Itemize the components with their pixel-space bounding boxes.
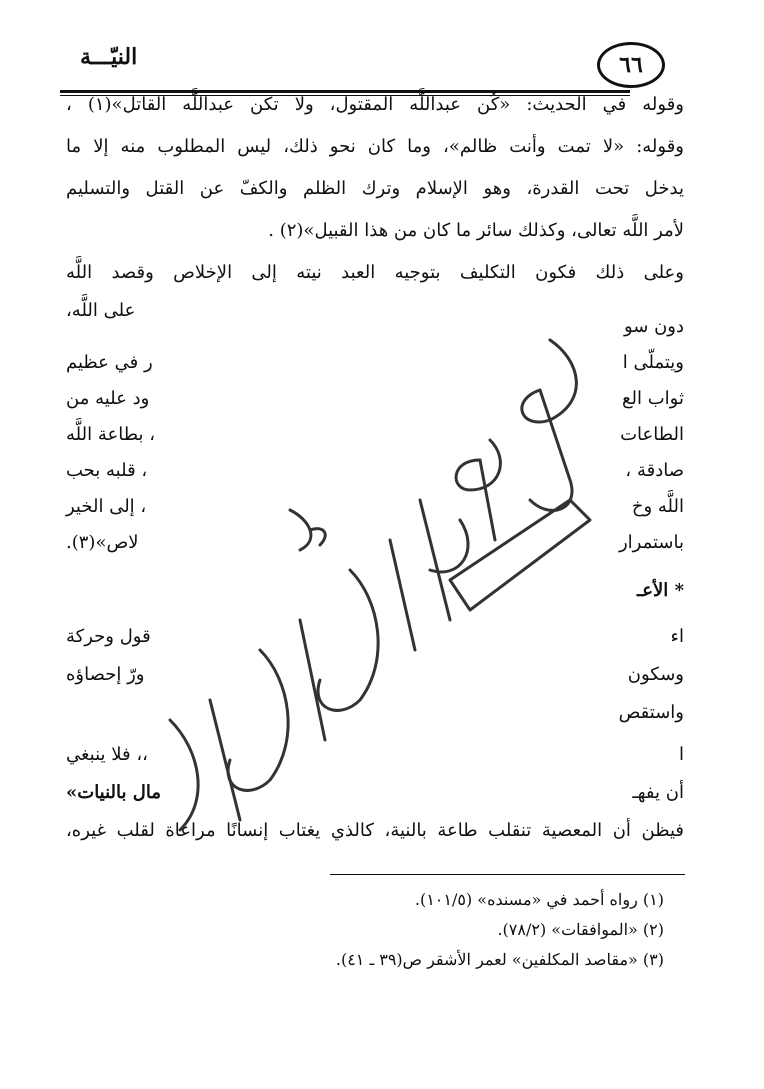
text-fragment-left: ر في عظيم xyxy=(66,352,153,373)
text-line-split xyxy=(66,382,684,416)
footnote: (٢) «الموافقات» (٧٨/٢). xyxy=(497,920,664,939)
text-line-split xyxy=(66,620,684,654)
text-line: فيظن أن المعصية تنقلب طاعة بالنية، كالذي يغتاب إنسانًا مراعاة لقلب غيره، xyxy=(66,820,684,841)
footnotes xyxy=(204,885,664,975)
text-fragment-right: واستقص xyxy=(618,702,684,723)
text-fragment-left: ، قلبه بحب xyxy=(66,460,148,481)
section-heading xyxy=(66,574,684,608)
text-fragment-left: ود عليه من xyxy=(66,388,150,409)
text-fragment-right: أن يفهـ xyxy=(632,782,684,803)
text-line: وقوله: «لا تمت وأنت ظالم»، وما كان نحو ذلك، ليس المطلوب منه إلا ما xyxy=(66,136,684,157)
text-fragment-right: اء xyxy=(670,626,684,647)
chapter-title: النيّـــة xyxy=(80,44,138,70)
text-line-split xyxy=(66,696,684,730)
text-line: وعلى ذلك فكون التكليف بتوجيه العبد نيته إلى الإخلاص وقصد اللَّه xyxy=(66,262,684,283)
text-line-split xyxy=(66,346,684,380)
text-fragment-right: الطاعات xyxy=(620,424,684,445)
text-fragment-left: على اللَّه، xyxy=(66,300,136,321)
text-fragment-right: ثواب الع xyxy=(621,388,684,409)
text-fragment-left: ،، فلا ينبغي xyxy=(66,744,148,765)
footnote-rule xyxy=(330,874,685,875)
text-line: لأمر اللَّه تعالى، وكذلك سائر ما كان من هذا القبيل»(٢) . xyxy=(268,220,684,241)
text-fragment-right: صادقة ، xyxy=(625,460,684,481)
footnote: (١) رواه أحمد في «مسنده» (١٠١/٥). xyxy=(414,890,664,909)
footnote: (٣) «مقاصد المكلفين» لعمر الأشقر ص(٣٩ ـ ٤١). xyxy=(335,950,664,969)
page-number: ٦٦ xyxy=(597,42,665,88)
text-fragment-right: ا xyxy=(678,744,684,765)
text-line-split xyxy=(66,310,684,344)
text-fragment-right: اللَّه وخ xyxy=(631,496,684,517)
text-fragment-left: ، بطاعة اللَّه xyxy=(66,424,155,445)
text-line-split xyxy=(66,738,684,772)
text-fragment-left: مال بالنيات» xyxy=(66,782,161,803)
text-fragment-left: لاص»(٣). xyxy=(66,532,139,553)
text-line: وقوله في الحديث: «كُن عبداللَّه المقتول، ولا تكن عبداللَّه القاتل»(١) ، xyxy=(66,94,684,115)
text-fragment-left: قول وحركة xyxy=(66,626,151,647)
text-fragment-right: دون سو xyxy=(623,316,684,337)
text-fragment-right: باستمرار xyxy=(618,532,684,553)
text-line-split xyxy=(66,658,684,692)
text-line-split xyxy=(66,454,684,488)
section-heading-text: * الأعـ xyxy=(637,580,684,601)
text-line-split xyxy=(66,418,684,452)
text-fragment-right: ويتملّى ا xyxy=(622,352,684,373)
text-line-split xyxy=(66,490,684,524)
text-fragment-left: ورّ إحصاؤه xyxy=(66,664,145,685)
text-line-split xyxy=(66,526,684,560)
text-fragment-left: ، إلى الخير xyxy=(66,496,147,517)
text-line: يدخل تحت القدرة، وهو الإسلام وترك الظلم والكفّ عن القتل والتسليم xyxy=(66,178,684,199)
text-line-split xyxy=(66,776,684,810)
text-fragment-right: وسكون xyxy=(627,664,684,685)
